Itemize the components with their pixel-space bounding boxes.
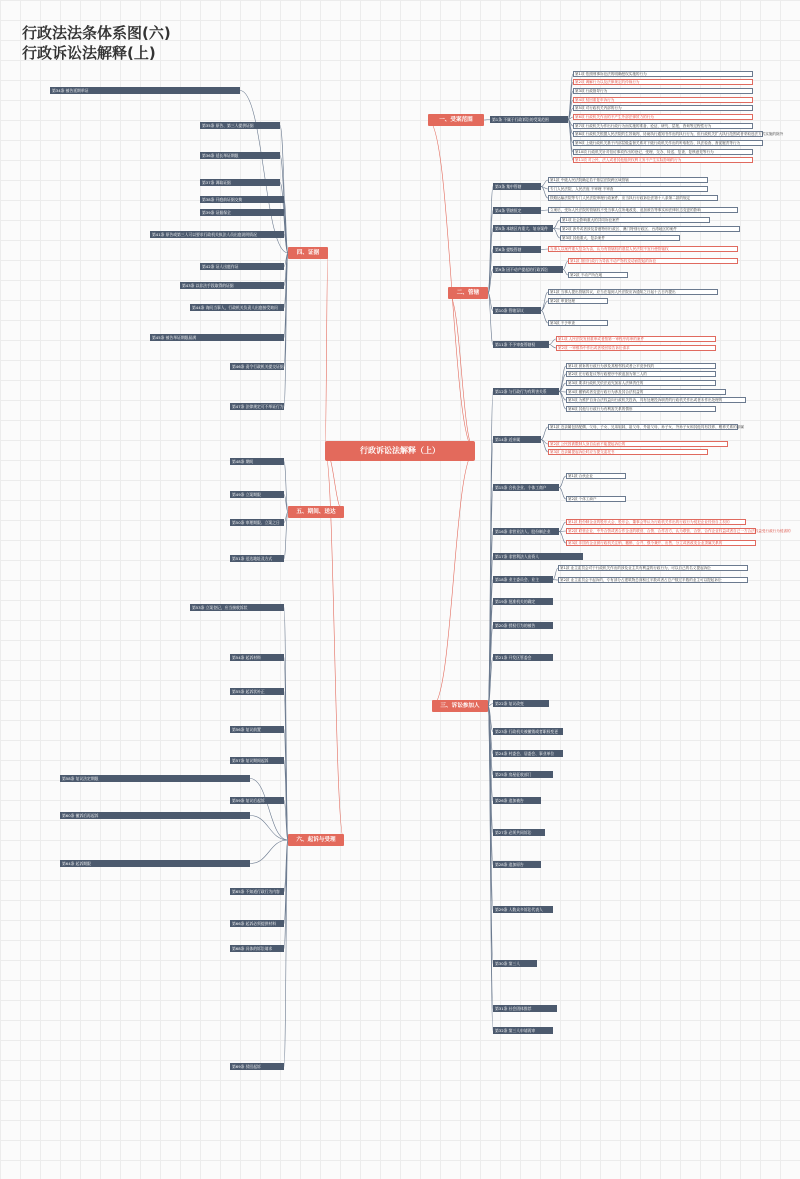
node-r21h: 第21条 开发区管委会	[493, 654, 553, 661]
node-l30: 第69条 驳回起诉	[230, 1063, 284, 1070]
node-l18: 第53条 立案登记，应当接收诉状	[190, 604, 284, 611]
node-l25: 第60条 撤诉后再起诉	[60, 812, 250, 819]
node-r9-1: 第1款 指因行政行为导致不动产物权变动而提起的诉讼	[568, 258, 738, 264]
page-title-line2: 行政诉讼法解释(上)	[22, 44, 156, 62]
node-l14: 第48条 期间	[230, 458, 284, 465]
branch-b5: 五、期间、送达	[288, 506, 344, 518]
node-l28: 第66条 起诉必须提供材料	[230, 920, 284, 927]
branch-b3: 三、诉讼参加人	[432, 700, 488, 712]
node-l26: 第64条 起诉期限	[60, 860, 250, 867]
node-l12: 第46条 责令行政机关提交证据	[232, 364, 284, 369]
node-r3-3: 第3项 要求行政机关依法追究加害人法律责任的	[566, 380, 716, 386]
node-l13: 第47条 法律规定可不举证行为	[232, 404, 284, 409]
node-r11-2: 第2项 一审维持中作出或者驳回原告诉讼请求	[556, 345, 716, 351]
node-r10-2: 第2款 审查处理	[548, 298, 608, 304]
node-r2-2: 专门人民法院、人民法庭 不审理 不审查	[548, 186, 708, 192]
node-l1: 第34条 被告延期举证	[50, 87, 240, 94]
node-r11-1: 第1项 人民法院发回重审或者按第一审程序再审的案件	[556, 336, 716, 342]
node-l3: 第36条 延长举证期限	[200, 152, 280, 159]
node-r6h: 第6条 提级管辖	[493, 246, 541, 253]
node-r1-6: 第6项 行政机关作出的不产生外部法律效力的行为	[573, 114, 753, 120]
node-r5-2: 第2项 涉外或者涉及香港特别行政区、澳门特别行政区、台湾地区的案件	[560, 226, 740, 232]
node-l11: 第45条 被告举证期限届满	[150, 334, 284, 341]
node-r15-2: 第2款 个体工商户	[566, 496, 626, 502]
node-r10-3: 第3款 不予审查	[548, 320, 608, 326]
node-r3-1h: 第12条 与行政行为有利害关系	[493, 388, 559, 395]
node-r1-4: 第4项 驳回重复申诉行为	[573, 97, 753, 103]
node-r28h: 第28条 追加原告	[493, 861, 541, 868]
node-r1-1: 第1项 依照刑事诉讼法的明确授权实施的行为	[573, 71, 753, 77]
node-l27: 第65条 不知道行政行为内容	[230, 888, 284, 895]
node-l19: 第54条 起诉材料	[230, 654, 284, 661]
root-node: 行政诉讼法解释（上）	[325, 441, 475, 461]
node-r25h: 第25条 房屋征收部门	[493, 771, 553, 778]
node-r3-1: 第1项 被诉的行政行为涉及其相邻权或者公平竞争权的	[566, 363, 716, 369]
branch-b6: 六、起诉与受理	[288, 834, 344, 846]
node-l29: 第68条 具体的诉讼请求	[230, 945, 284, 952]
node-r20h: 第20条 授权行为的被告	[493, 622, 553, 629]
node-l20: 第55条 起诉状补正	[230, 688, 284, 695]
node-r22h: 第22条 复议改变	[493, 700, 549, 707]
node-r1-11: 第11项 对公民、法人或者其他组织权利义务不产生实际影响的行为	[573, 157, 753, 163]
node-r1h: 第1条 不属于行政诉讼的受案范围	[490, 116, 568, 123]
node-r9-2: 第2款 不动产所在地	[568, 272, 628, 278]
node-l8: 第42条 证人出庭作证	[200, 263, 284, 270]
node-l4: 第37条 调取证据	[200, 179, 280, 186]
node-r14-1: 第1款 近亲属包括配偶、父母、子女、兄弟姐妹、祖父母、外祖父母、孙子女、外孙子女和其他具有扶养、赡养关系的亲属	[550, 425, 744, 429]
node-l15: 第49条 立案期限	[230, 491, 284, 498]
node-r2-1: 第1款 中级人民法院确定若干基层法院跨区域管辖	[548, 177, 708, 183]
node-r15-1: 第1款 合伙企业	[566, 473, 626, 479]
node-r2h: 第3条 集中管辖	[493, 183, 541, 190]
node-r2-3: 铁路运输法院等专门人民法院审理行政案件，应当执行行政诉讼法第十八条第二款的规定	[548, 195, 718, 201]
node-r1-7: 第7项 行政机关为作出行政行为而实施的准备、论证、研究、层报、咨询等过程性行为	[573, 123, 753, 129]
node-r3-5: 第5项 为维护自身合法权益向行政机关投诉，具有处理投诉职责的行政机关作出或者未作出处理的	[566, 397, 746, 403]
node-r26h: 第26条 追加被告	[493, 797, 541, 804]
node-r32h: 第32条 第三人申请再审	[493, 1027, 553, 1034]
node-l24: 第59条 复议后起诉	[230, 797, 284, 804]
node-r1-8: 第8项 行政机关根据人民法院的生效裁判、协助执行通知书作出的执行行为，但行政机关扩大执行范围或者采取违法方式实施的除外	[575, 132, 784, 136]
node-r3-6: 第6项 其他与行政行为有利害关系的情形	[566, 406, 716, 412]
node-r10-1: 第1款 当事人提出管辖异议，应当在接到人民法院应诉通知之日起十五日内提出	[548, 289, 718, 295]
node-r1-9: 第9项 上级行政机关基于内部层级监督关系对下级行政机关作出的听取报告、执法检查、督促履责等行为	[573, 140, 763, 146]
node-l6: 第39条 证据保全	[200, 209, 284, 216]
node-r4-1: 立案后，受诉人民法院的管辖权不受当事人住所地改变、追加被告等事实和法律状态变更的影响	[548, 207, 738, 213]
node-r17h: 第17条 非营利法人出资人	[493, 553, 583, 560]
node-r1-3: 第3项 行政指导行为	[573, 88, 753, 94]
node-r18h: 第18条 业主委员会、业主	[493, 576, 553, 583]
node-l21: 第56条 复议前置	[230, 726, 284, 733]
node-l16: 第50条 审理期限、立案之日	[230, 519, 284, 526]
node-l17: 第51条 送达地址及方式	[230, 555, 284, 562]
node-r18-2: 第2款 业主委员会不起诉的，专有部分占建筑物总面积过半数或者占总户数过半数的业主可以提起诉讼	[558, 577, 748, 583]
node-r3-4: 第4项 撤销或者变更行政行为涉及其合法权益的	[566, 389, 726, 395]
node-r15h: 第15条 合伙企业、个体工商户	[493, 484, 559, 491]
node-r29h: 第29条 人数众多诉讼代表人	[493, 906, 553, 913]
node-r5-1: 第1项 社会影响重大的共同诉讼案件	[560, 217, 710, 223]
branch-b4: 四、证据	[288, 247, 328, 259]
node-r23h: 第23条 行政机关被撤销或者职权变更	[493, 728, 563, 735]
node-r16-1: 第1款 股份制企业的股东大会、股东会、董事会等认为行政机关作出的行政行为侵犯企业经营自主权的	[566, 519, 746, 525]
node-r16-3: 第3款 非国有企业被行政机关注销、撤销、合并、强令兼并、出售、分立或者改变企业隶属关系的	[566, 540, 756, 546]
node-l22: 第57条 复议期间起诉	[230, 757, 284, 764]
node-r1-2: 第2项 调解行为以及法律规定的仲裁行为	[573, 79, 753, 85]
node-r4h: 第4条 管辖恒定	[493, 207, 541, 214]
node-r27h: 第27条 必须共同诉讼	[493, 829, 545, 836]
branch-b2: 二、管辖	[448, 287, 488, 299]
node-r3-2: 第2项 在行政复议等行政程序中被追加为第三人的	[566, 371, 716, 377]
node-l5: 第38条 开庭前证据交换	[200, 196, 284, 203]
node-r16h: 第16条 非营业法人、股份制企业	[493, 528, 559, 535]
node-l23: 第58条 复议法定期限	[60, 775, 250, 782]
page-title-line1: 行政法法条体系图(六)	[22, 24, 171, 42]
node-r6-1: 当事人以案件重大复杂为由，认为有管辖权的基层人民法院不宜行使管辖权	[548, 246, 738, 252]
node-r19h: 第19条 批准机关的确定	[493, 598, 553, 605]
node-r9h: 第9条 因不动产提起的行政诉讼	[493, 266, 563, 273]
node-r10h: 第10条 管辖异议	[493, 307, 541, 314]
node-r1-5: 第5项 对行政机关内部的行为	[573, 105, 753, 111]
node-r1-10: 第10项 行政机关针对信访事项作出的登记、受理、交办、转送、复查、复核意见等行为	[573, 149, 753, 155]
node-r11h: 第11条 不予审查管辖权	[493, 341, 549, 348]
node-r18-1: 第1款 业主委员会对于行政机关作出的涉及业主共有利益的行政行为，可以自己的名义提起诉讼	[558, 565, 748, 571]
branch-b1: 一、受案范围	[428, 114, 484, 126]
node-l10: 第44条 询问当事人，行政机关负责人出庭接受询问	[190, 304, 284, 311]
node-r16-2: 第2款 联营企业、中外合资或者合作企业的联营、合资、合作各方，认为联营、合资、合作企业权益或者自己一方合法权益受行政行为侵害的	[568, 529, 791, 533]
node-l7: 第41条 原告或第三人可以要求行政机关执法人员出庭说明情况	[150, 231, 284, 238]
node-l9: 第43条 以非法手段取得的证据	[180, 282, 284, 289]
node-l2: 第35条 原告、第三人提供证据	[200, 122, 280, 129]
node-r5-3: 第3项 其他重大、复杂案件	[560, 235, 680, 241]
node-r31h: 第31条 社会团体推荐	[493, 1005, 557, 1012]
node-r5h: 第5条 本辖区内重大、复杂案件	[493, 225, 553, 232]
node-r14-3: 第3款 近亲属提起诉讼时应当提交委托书	[548, 449, 708, 455]
node-r14h: 第14条 近亲属	[493, 436, 541, 443]
node-r14-2: 第2款 公民因被限制人身自由而不能提起诉讼的	[548, 441, 728, 447]
node-r24h: 第24条 村委会、居委会、事业单位	[493, 750, 563, 757]
node-r30h: 第30条 第三人	[493, 960, 537, 967]
